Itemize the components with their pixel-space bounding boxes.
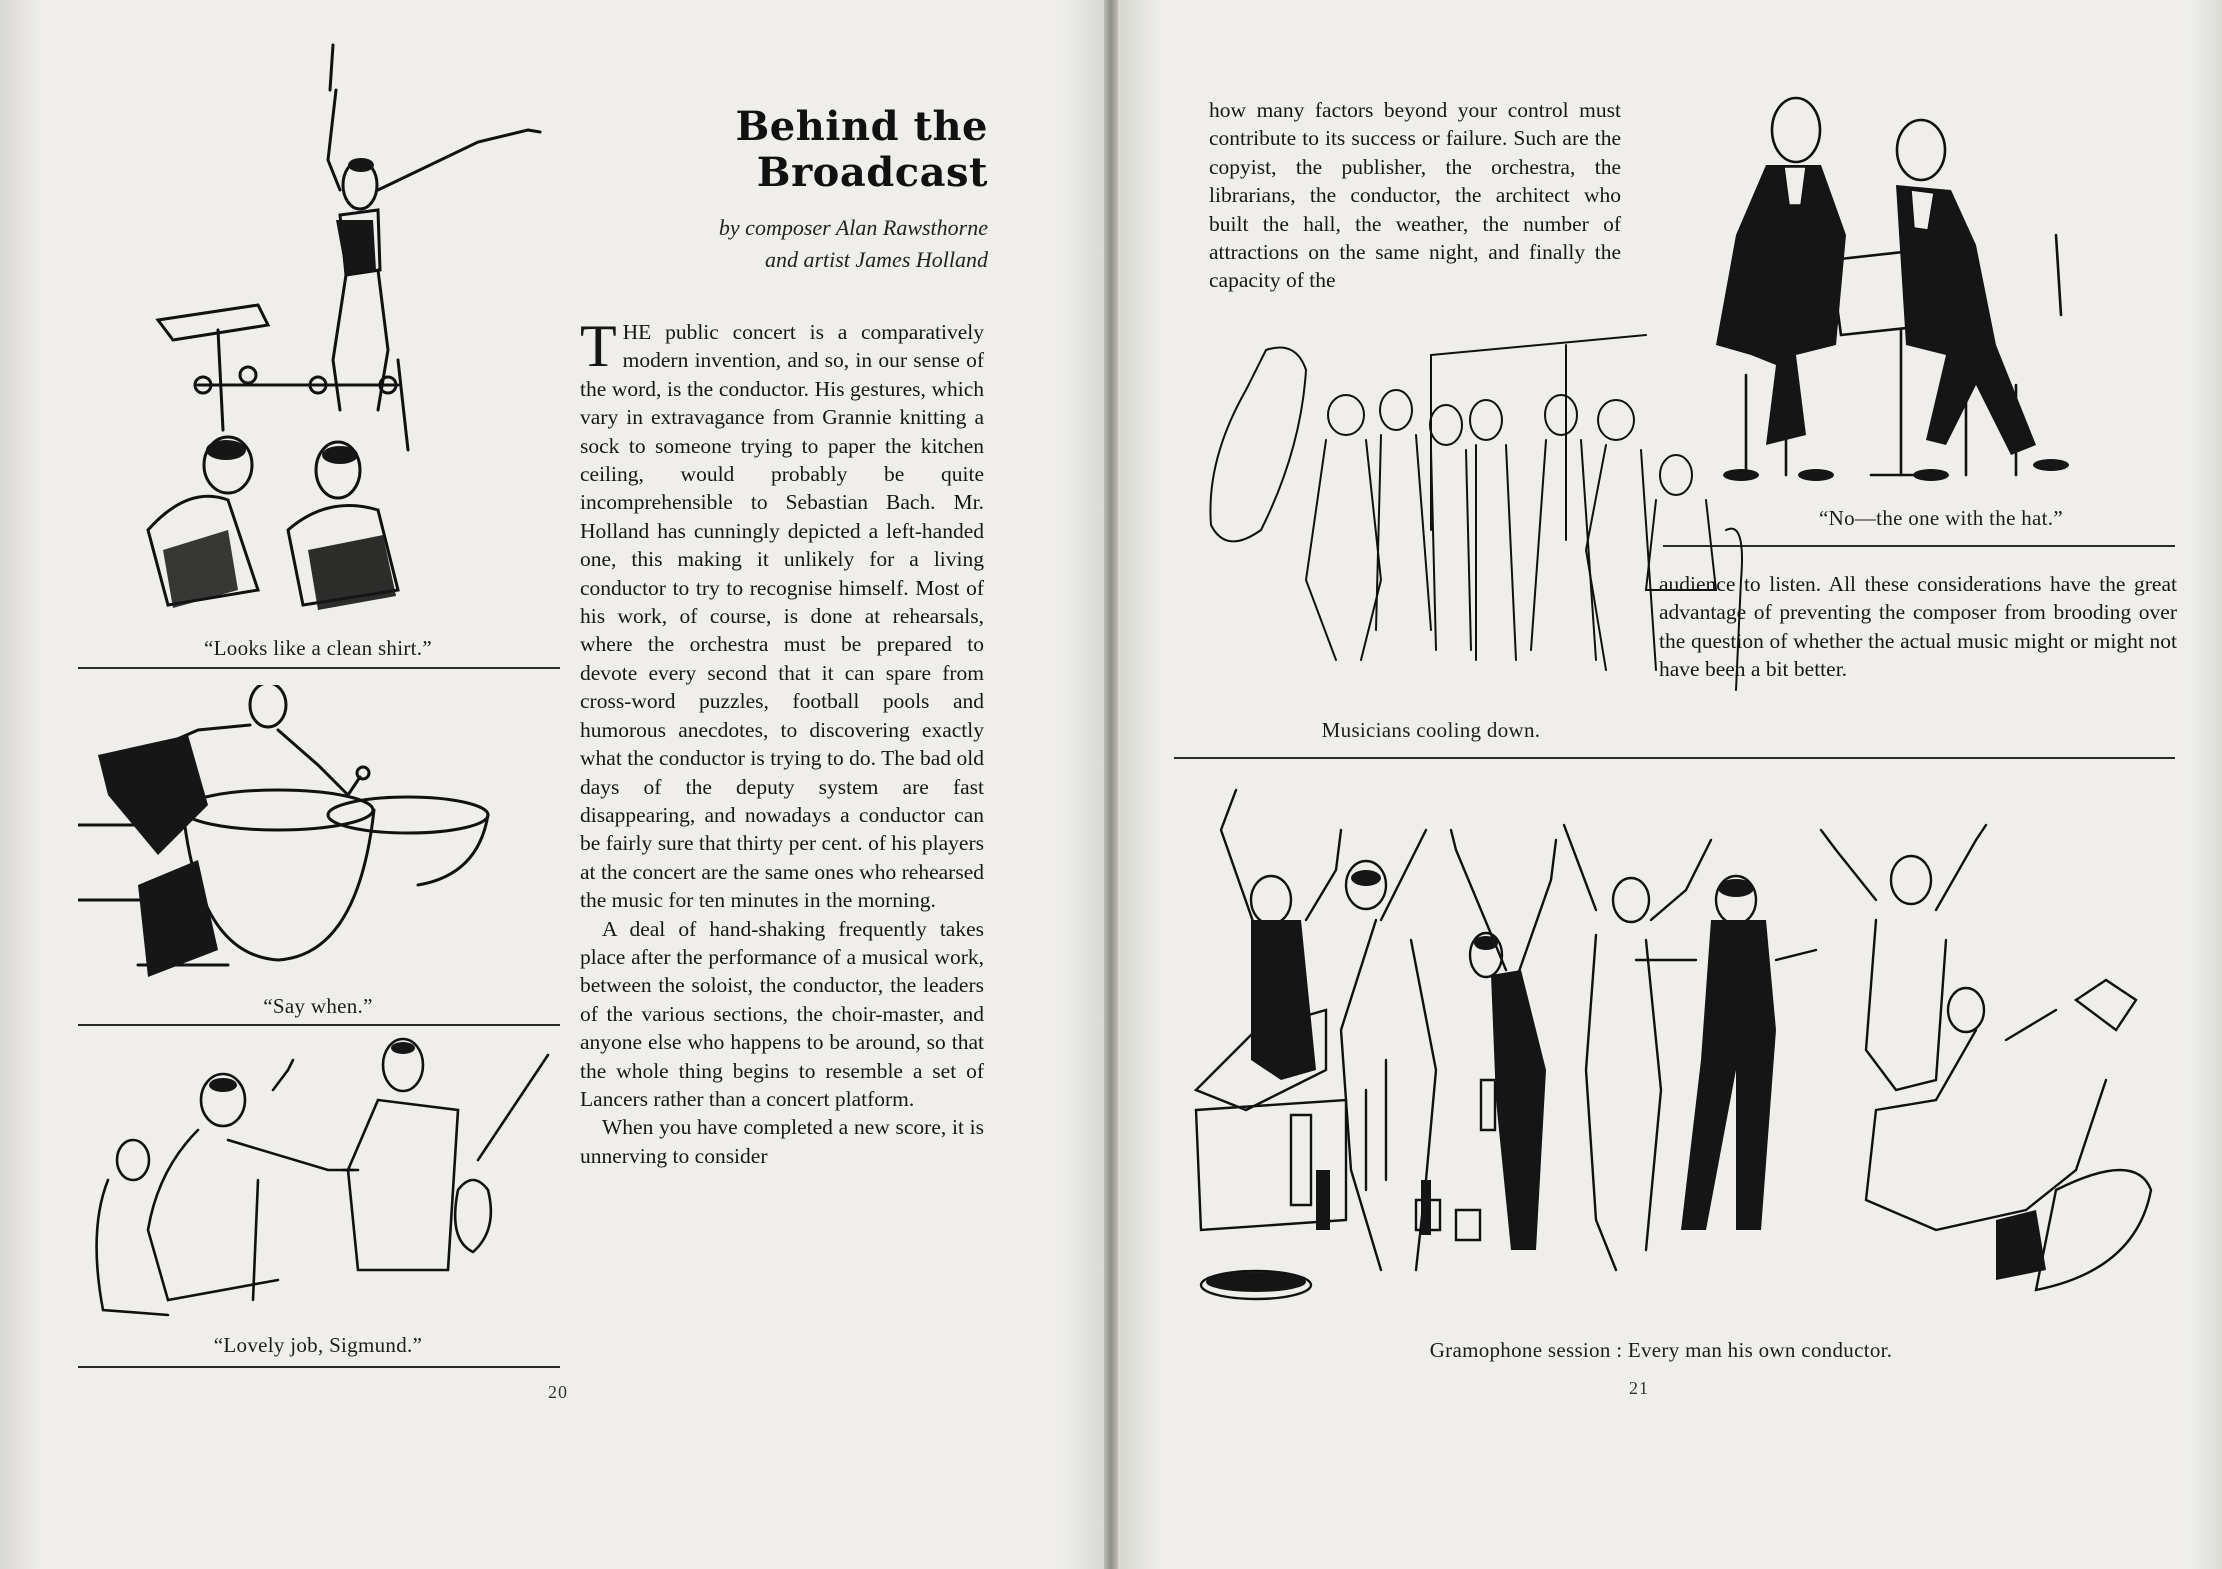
illustration-handshake (78, 1030, 558, 1330)
divider (78, 1024, 560, 1026)
caption-gramophone-session: Gramophone session : Every man his own conductor. (1429, 1338, 1893, 1362)
title-line-1: Behind the (735, 103, 988, 150)
right-page (1111, 0, 2222, 1569)
paragraph-1-text: HE public concert is a comparatively modern invention, and so, in our sense of the word, is the conductor. His gestures, which vary in extravagance from Grannie knitting a sock to someone trying to paper the kitchen ceiling, would probably be quite incomprehensible to Sebastian Bach. Mr. Holland has cunningly depicted a left-handed one, this making it unlikely for a living conductor to try to recognise himself. Most of his work, of course, is done at rehearsals, where the orchestra must be prepared to devote every second that it can spare from cross-word puzzles, football pools and humorous anecdotes, to discovering exactly what the conductor is trying to do. The bad old days of the deputy system are fast disappearing, and nowadays a conductor can be fairly sure that thirty per cent. of his players at the concert are the same ones who rehearsed the music for ten minutes in the morning. (580, 320, 984, 913)
illustration-gramophone-session (1176, 770, 2176, 1330)
byline-composer: by composer Alan Rawsthorne (718, 215, 988, 240)
byline-artist: and artist James Holland (764, 247, 988, 272)
divider (78, 667, 560, 669)
right-body-top: how many factors beyond your control must contribute to its success or failure. Such are the copyist, the publisher, the orchestra, the librarians, the conductor, the architect who built the hall, the weather, the number of attractions on the same night, and finally the capacity of the (1209, 98, 1621, 293)
paragraph-2: A deal of hand-shaking frequently takes place after the performance of a musical work, between the soloist, the conductor, the leaders of the various sections, the choir-master, and anyone else who happens to be around, so that the whole thing begins to resemble a set of Lancers rather than a concert platform. (580, 916, 984, 1111)
caption-cooling-down: Musicians cooling down. (1321, 718, 1541, 742)
divider (78, 1366, 560, 1368)
caption-the-hat: “No—the one with the hat.” (1819, 506, 2063, 530)
illustration-conductor-rehearsal (78, 30, 558, 630)
article-byline (528, 212, 988, 276)
caption-say-when: “Say when.” (263, 994, 373, 1018)
divider (1174, 757, 2175, 759)
illustration-timpanist (78, 685, 558, 990)
article-title (528, 104, 988, 196)
book-spine (1104, 0, 1118, 1569)
title-line-2: Broadcast (756, 149, 988, 196)
paragraph-1 (580, 313, 984, 915)
left-body-column (580, 313, 984, 1170)
page-number: 20 (548, 1382, 568, 1402)
page-number: 21 (1629, 1378, 1649, 1398)
paragraph-3: When you have completed a new score, it is unnerving to consider (580, 1115, 984, 1168)
right-body-middle: audience to listen. All these considerations have the great advantage of preventing the composer from brooding over the question of whether the actual music might or might not have been a bit better. (1659, 572, 2177, 682)
drop-cap: T (580, 313, 617, 379)
caption-lovely-job: “Lovely job, Sigmund.” (213, 1333, 423, 1357)
caption-clean-shirt: “Looks like a clean shirt.” (204, 636, 432, 660)
